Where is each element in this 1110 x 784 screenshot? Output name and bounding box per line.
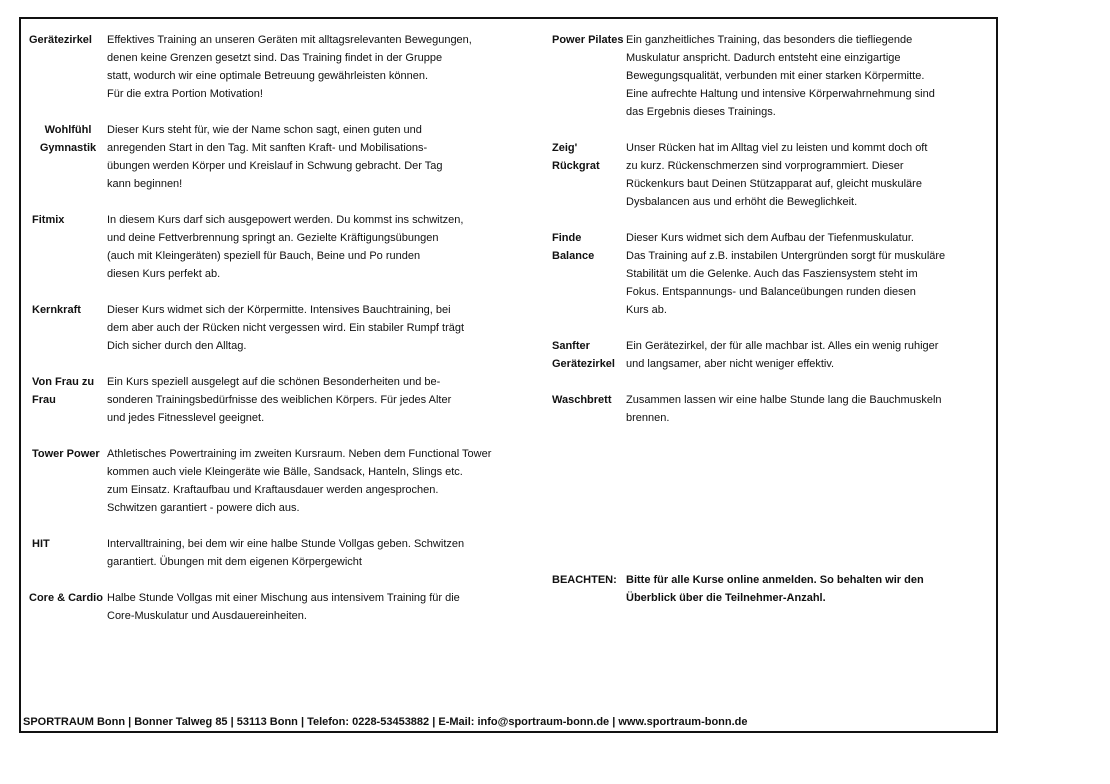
course-description: Dieser Kurs widmet sich der Körpermitte. Intensives Bauchtraining, bei dem aber auch der Rücken nicht vergessen wird. Ein stabiler Rumpf trägt Dich sicher durch den Alltag. [107, 304, 465, 352]
note-text: Bitte für alle Kurse online anmelden. So behalten wir den Überblick über die Teilnehmer-Anzahl. [626, 574, 924, 604]
course-name: HIT [32, 538, 50, 550]
course-name: Core & Cardio [29, 592, 103, 604]
course-description: Athletisches Powertraining im zweiten Kursraum. Neben dem Functional Tower kommen auch viele Kleingeräte wie Bälle, Sandsack, Hanteln, Slings etc. zum Einsatz. Kraftaufbau und Kraftausdauer werden angesprochen. Schwitzen garantiert - powere dich aus. [107, 448, 492, 514]
course-name: Fitmix [32, 214, 65, 226]
course-entry-wohlfuehl-gymnastik [29, 121, 443, 193]
course-entry-sanfter-geraetezirkel [552, 337, 938, 373]
course-name: Kernkraft [32, 304, 81, 316]
course-entry-fitmix [29, 211, 463, 283]
course-entry-waschbrett [552, 391, 942, 427]
course-entry-power-pilates [552, 31, 935, 121]
course-entry-finde-balance [552, 229, 945, 319]
course-description: In diesem Kurs darf sich ausgepowert werden. Du kommst ins schwitzen, und deine Fettverbrennung springt an. Gezielte Kräftigungsübungen (auch mit Kleingeräten) speziell für Bauch, Beine und Po runden diesen Kurs perfekt ab. [107, 214, 464, 280]
course-sheet [19, 17, 998, 733]
course-description: Zusammen lassen wir eine halbe Stunde lang die Bauchmuskeln brennen. [626, 394, 942, 424]
course-name: Von Frau zu Frau [32, 376, 95, 406]
contact-footer: SPORTRAUM Bonn | Bonner Talweg 85 | 53113 Bonn | Telefon: 0228-53453882 | E-Mail: info@sportraum-bonn.de | www.sportraum-bonn.de [23, 716, 748, 728]
course-name: Power Pilates [552, 34, 624, 46]
course-name: Waschbrett [552, 394, 612, 406]
course-description: Dieser Kurs steht für, wie der Name schon sagt, einen guten und anregenden Start in den Tag. Mit sanften Kraft- und Mobilisations- übungen werden Körper und Kreislauf in Schwung gebracht. Der Tag kann beginnen! [107, 124, 443, 190]
note-label: BEACHTEN: [552, 574, 617, 586]
course-description: Ein Gerätezirkel, der für alle machbar ist. Alles ein wenig ruhiger und langsamer, aber nicht weniger effektiv. [626, 340, 939, 370]
registration-note [552, 571, 924, 607]
course-entry-kernkraft [29, 301, 464, 355]
course-name: Sanfter Gerätezirkel [552, 340, 615, 370]
course-name: Finde Balance [552, 232, 595, 262]
course-name: Zeig' Rückgrat [552, 142, 600, 172]
course-description: Halbe Stunde Vollgas mit einer Mischung aus intensivem Training für die Core-Muskulatur und Ausdauereinheiten. [107, 592, 460, 622]
course-name: Wohlfühl Gymnastik [39, 124, 97, 154]
course-entry-von-frau-zu-frau [29, 373, 451, 427]
course-description: Dieser Kurs widmet sich dem Aufbau der Tiefenmuskulatur. Das Training auf z.B. instabilen Untergründen sorgt für muskuläre Stabilität um die Gelenke. Auch das Fasziensystem steht im Fokus. Entspannungs- und Balanceübungen runden diesen Kurs ab. [626, 232, 946, 316]
course-description: Ein ganzheitliches Training, das besonders die tiefliegende Muskulatur anspricht. Dadurch entsteht eine einzigartige Bewegungsqualität, verbunden mit einer starken Körpermitte. Eine aufrechte Haltung und intensive Körperwahrnehmung sind das Ergebnis dieses Trainings. [626, 34, 935, 118]
course-entry-tower-power [29, 445, 491, 517]
course-description: Intervalltraining, bei dem wir eine halbe Stunde Vollgas geben. Schwitzen garantiert. Übungen mit dem eigenen Körpergewicht [107, 538, 465, 568]
course-entry-geraetezirkel [29, 31, 472, 103]
course-entry-hit [29, 535, 464, 571]
course-description: Ein Kurs speziell ausgelegt auf die schönen Besonderheiten und be- sonderen Trainingsbedürfnisse des weiblichen Körpers. Für jedes Alter und jedes Fitnesslevel geeignet. [107, 376, 452, 424]
course-entry-zeig-rueckgrat [552, 139, 927, 211]
course-description: Unser Rücken hat im Alltag viel zu leisten und kommt doch oft zu kurz. Rückenschmerzen sind vorprogrammiert. Dieser Rückenkurs baut Deinen Stützapparat auf, gleicht muskuläre Dysbalancen aus und erhöht die Beweglichkeit. [626, 142, 928, 208]
course-description: Effektives Training an unseren Geräten mit alltagsrelevanten Bewegungen, denen keine Grenzen gesetzt sind. Das Training findet in der Gruppe statt, wodurch wir eine optimale Betreuung gewährleisten können. Für die extra Portion Motivation! [107, 34, 472, 100]
course-name: Tower Power [32, 448, 100, 460]
course-name: Gerätezirkel [29, 34, 92, 46]
course-entry-core-cardio [29, 589, 460, 625]
